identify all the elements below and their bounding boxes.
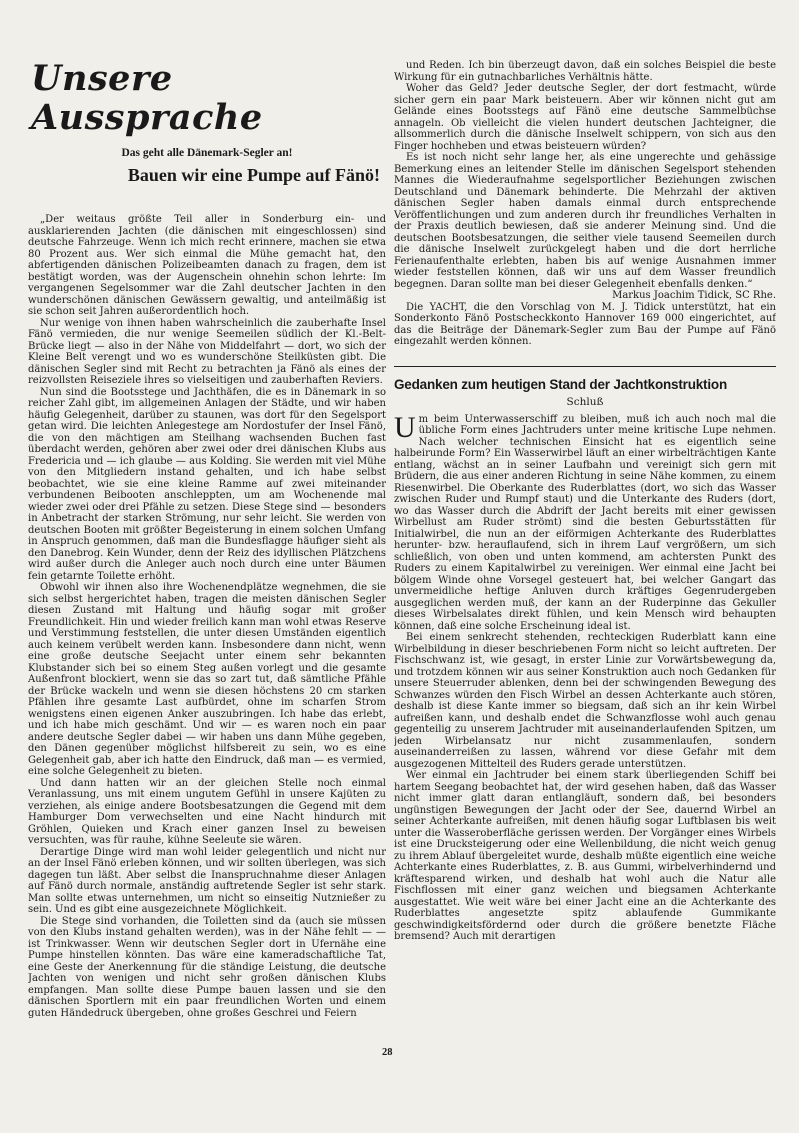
paragraph: Nun sind die Bootsstege und Jachthäfen, die es in Dänemark in so reicher Zahl gibt, im allgemeinen Anlagen der Städte, und wir haben häufig Gelegenheit, darüber zu staunen, was dort für den Segelsport getan wird. Die leichten Anlegestege am Nordostufer der Insel Fänö, die von den mächtigen am Steilhang wachsenden Buchen fast überdacht werden, gehören aber zwei oder drei dänischen Klubs aus Fredericia und — ich glaube — aus Kolding. Sie werden mit viel Mühe von den Mitgliedern instand gehalten, und ich habe selbst beobachtet, wie sie eine kleine Ramme auf zwei miteinander verbundenen Beibooten anschleppten, um am Wochenende mal wieder zwei oder drei Pfähle zu setzen. Diese Stege sind — besonders in Anbetracht der starken Strömung, nur sehr leicht. Sie werden von deutschen Booten mit größter Begeisterung in einem solchen Umfang in Anspruch genommen, daß man die Bundesflagge häufiger sieht als den Danebrog. Kein Wunder, denn der Reiz des idyllischen Plätzchens wird außer durch die Anleger auch noch durch eine unter Bäumen fein getarnte Toilette erhöht. [28,386,386,582]
paragraph: Bei einem senkrecht stehenden, rechteckigen Ruderblatt kann eine Wirbelbildung in dieser beschriebenen Form nicht so leicht auftreten. Der Fischschwanz ist, wie gesagt, in erster Linie zur Vorwärtsbewegung da, und trotzdem können wir aus seiner Konstruktion auch noch Gedanken für unsere Steuerruder ablenken, denn bei der schwingenden Bewegung des Schwanzes würden den Fisch Wirbel an dessen Achterkante auch stören, deshalb ist diese Kante immer so biegsam, daß sich an ihr kein Wirbel aufreißen kann, und deshalb endet die Schwanzflosse wohl auch genau gegenteilig zu unserem Jachtruder mit auseinanderlaufenden Spitzen, um jeden Wirbelansatz nur nicht zusammenlaufen, sondern auseinanderreißen zu lassen, während vor diese Gefahr mit dem ausgezogenen Mittelteil des Ruders gerade unterstützen. [394,632,776,770]
paragraph: Woher das Geld? Jeder deutsche Segler, der dort festmacht, würde sicher gern ein paar Mark beisteuern. Aber wir können nicht gut am Gelände eines Bootsstegs auf Fänö eine deutsche Sammelbüchse annageln. Ob vielleicht die vielen hundert deutschen Jachteigner, die allsommerlich durch die dänische Inselwelt schippern, von sich aus den Finger hochheben und etwas beisteuern würden? [394,83,776,152]
paragraph: Es ist noch nicht sehr lange her, als eine ungerechte und gehässige Bemerkung eines an leitender Stelle im dänischen Segelsport stehenden Mannes die Wiederaufnahme segelsportlicher Beziehungen zwischen Deutschland und Dänemark behinderte. Die Mehrzahl der aktiven dänischen Segler haben damals einmal durch entsprechende Veröffentlichungen und zum anderen durch ihr freundliches Verhalten in der Praxis deutlich bewiesen, daß sie anderer Meinung sind. Und die deutschen Bootsbesatzungen, die seither viele tausend Seemeilen durch die dänische Inselwelt zurückgelegt haben und die dort herrliche Ferienaufenthalte erlebten, haben bis auf wenige Ausnahmen immer wieder feststellen können, daß wir uns auf dem Wasser freundlich begegnen. Daran sollte man bei dieser Gelegenheit ebenfalls denken.“ [394,152,776,290]
paragraph: Obwohl wir ihnen also ihre Wochenendplätze wegnehmen, die sie sich selbst hergerichtet haben, tragen die meisten dänischen Segler diesen Zustand mit Haltung und häufig sogar mit großer Freundlichkeit. Hin und wieder freilich kann man wohl etwas Reserve und Verstimmung feststellen, die unter diesen Umständen eigentlich auch keinem verübelt werden kann. Insbesondere dann nicht, wenn eine große deutsche Seejacht unter einem sehr bekannten Klubstander sich bei so einem Steg außen vorlegt und die gesamte Außenfront blockiert, wenn sie das so zart tut, daß sämtliche Pfähle der Brücke wackeln und wenn sie diesen höchstens 20 cm starken Pfählen ihre gesamte Last aufbürdet, ohne im scharfen Strom wenigstens einen eigenen Anker auszubringen. Ich habe das erlebt, und ich habe mich geschämt. Und wir — es waren noch ein paar andere deutsche Segler dabei — wir haben uns dann Mühe gegeben, den Dänen gegenüber möglichst hilfsbereit zu sein, wo es eine Gelegenheit gab, aber ich hatte den Eindruck, daß man — es vermied, eine solche Gelegenheit zu bieten. [28,582,386,777]
paragraph: „Der weitaus größte Teil aller in Sonderburg ein- und ausklarierenden Jachten (die dänischen mit eingeschlossen) sind deutsche Fahrzeuge. Wenn ich mich recht erinnere, machen sie etwa 80 Prozent aus. Wer sich einmal die Mühe gemacht hat, den abfertigenden dänischen Polizeibeamten danach zu fragen, dem ist bestätigt worden, was der Augenschein ohnehin schon lehrte: Im vergangenen Segelsommer war die Zahl deutscher Jachten in den wunderschönen dänischen Gewässern gewaltig, und anteilmäßig ist sie schon seit Jahren außerordentlich hoch. [28,214,386,317]
paragraph: Nur wenige von ihnen haben wahrscheinlich die zauberhafte Insel Fänö vermieden, die nur wenige Seemeilen südlich der Kl.-Belt-Brücke liegt — also in der Nähe von Middelfahrt — dort, wo sich der Kleine Belt verengt und wo es wunderschöne Steilküsten gibt. Die dänischen Segler sind mit Recht zu betrachten ja Fänö als eines der reizvollsten Reiseziele ihres so vielseitigen und zauberhaften Reviers. [28,317,386,386]
kicker: Das geht alle Dänemark-Segler an! [121,147,293,159]
yacht-note: Die YACHT, die den Vorschlag von M. J. Tidick unterstützt, hat ein Sonderkonto Fänö Postscheckkonto Hannover 169 000 eingerichtet, auf das die Beiträge der Dänemark-Segler zum Bau der Pumpe auf Fänö eingezahlt werden können. [394,301,776,347]
section-title: Gedanken zum heutigen Stand der Jachtkonstruktion [394,376,727,392]
paragraph: Wer einmal ein Jachtruder bei einem stark überliegenden Schiff bei hartem Seegang beobachtet hat, der wird gesehen haben, daß das Wasser nicht immer glatt daran entlangläuft, sondern daß, bei besonders ungünstigen Bewegungen der Jacht oder der See, dauernd Wirbel an seiner Achterkante aufreißen, mit denen häufig sogar Luftblasen bis weit unter die Wasseroberfläche gerissen werden. Der Vorgänger eines Wirbels ist eine Drucksteigerung oder eine Wellenbildung, die nicht weich genug zu ihrem Ablauf übergeleitet wurde, deshalb müßte eigentlich eine weiche Achterkante eines Ruderblattes, z. B. aus Gummi, wirbelverhindernd und kräftesparend wirken, und deshalb hat wohl auch die Natur alle Fischflossen mit einer ganz weichen und biegsamen Achterkante ausgestattet. Wie weit wäre bei einer Jacht eine an die Achterkante des Ruderblattes angesetzte spitz ablaufende Gummikante geschwindigkeitsfördernd oder durch die größere benetzte Fläche bremsend? Auch mit derartigen [394,770,776,942]
right-column [394,60,776,943]
section-divider [394,366,776,367]
section-subtitle: Schluß [566,395,604,408]
paragraph-with-dropcap [394,410,776,633]
signature: Markus Joachim Tidick, SC Rhe. [612,290,776,301]
masthead: Unsere Aussprache [31,60,263,138]
page-number: 28 [382,1047,393,1058]
article-headline: Bauen wir eine Pumpe auf Fänö! [127,165,380,185]
drop-cap: U [394,410,416,444]
paragraph-text: m beim Unterwasserschiff zu bleiben, muß ich auch noch mal die übliche Form eines Jachtruders unter meine kritische Lupe nehmen. Nach welcher technischen Einsicht hat es eigentlich seine halbeirunde Form? Ein Wasserwirbel läuft an einer wirbelträchtigen Kante entlang, wächst an in seiner Laufbahn und vereinigt sich gern mit Brüdern, die aus einer anderen Richtung in seine Nähe kommen, zu einem Riesenwirbel. Die Oberkante des Ruderblattes (dort, wo sich das Wasser zwischen Ruder und Rumpf staut) und die Unterkante des Ruders (dort, wo das Wasser durch die Abdrift der Jacht bereits mit einer gewissen Wirbellust am Ruder strömt) sind die besten Geburtsstätten für Initialwirbel, die nun an der eiförmigen Achterkante des Ruderblattes herunter- bzw. herauflaufend, sich in ihrem Lauf vergrößern, um sich schließlich, von oben und unten kommend, am achtersten Punkt des Ruders zu einem Kapitalwirbel zu vereinigen. Wer einmal eine Jacht bei bölgem Winde ohne Vorsegel gesteuert hat, bei welcher Gangart das unvermeidliche heftige Anluven durch kräftiges Gegenrudergeben ausgeglichen werden muß, der kann an der Ruderpinne das Gekuller dieses Wirbelsalates direkt fühlen, und kein Mensch wird behaupten können, daß eine solche Erscheinung ideal ist. [394,413,776,632]
paragraph: Derartige Dinge wird man wohl leider gelegentlich und nicht nur an der Insel Fänö erleben können, und wir sollten überlegen, was sich dagegen tun läßt. Aber selbst die Inanspruchnahme dieser Anlagen auf Fänö durch normale, anständig auftretende Segler ist sehr stark. Man sollte etwas unternehmen, um nicht so einseitig Nutznießer zu sein. Und es gibt eine ausgezeichnete Möglichkeit. [28,846,386,915]
paragraph: und Reden. Ich bin überzeugt davon, daß ein solches Beispiel die beste Wirkung für ein gutnachbarliches Verhältnis hätte. [394,60,776,83]
paragraph: Die Stege sind vorhanden, die Toiletten sind da (auch sie müssen von den Klubs instand gehalten werden), was in der Nähe fehlt — — ist Trinkwasser. Wenn wir deutschen Segler dort in Ufernähe eine Pumpe hinstellen könnten. Das wäre eine kameradschaftliche Tat, eine Geste der Anerkennung für die ständige Leistung, die deutsche Jachten von wenigen und nicht sehr großen dänischen Klubs empfangen. Man sollte diese Pumpe bauen lassen und sie den dänischen Sportlern mit ein paar freundlichen Worten und einem guten Händedruck übergeben, ohne großes Geschrei und Feiern [28,915,386,1019]
paragraph: Und dann hatten wir an der gleichen Stelle noch einmal Veranlassung, uns mit einem ungutem Gefühl in unsere Kajüten zu verziehen, als einige andere Bootsbesatzungen die Gegend mit dem Hamburger Dom verwechselten und eine Nacht hindurch mit Gröhlen, Quieken und Krach einer ganzen Insel zu beweisen versuchten, was für rauhe, kühne Seeleute sie wären. [28,777,386,846]
left-column [28,60,386,1019]
